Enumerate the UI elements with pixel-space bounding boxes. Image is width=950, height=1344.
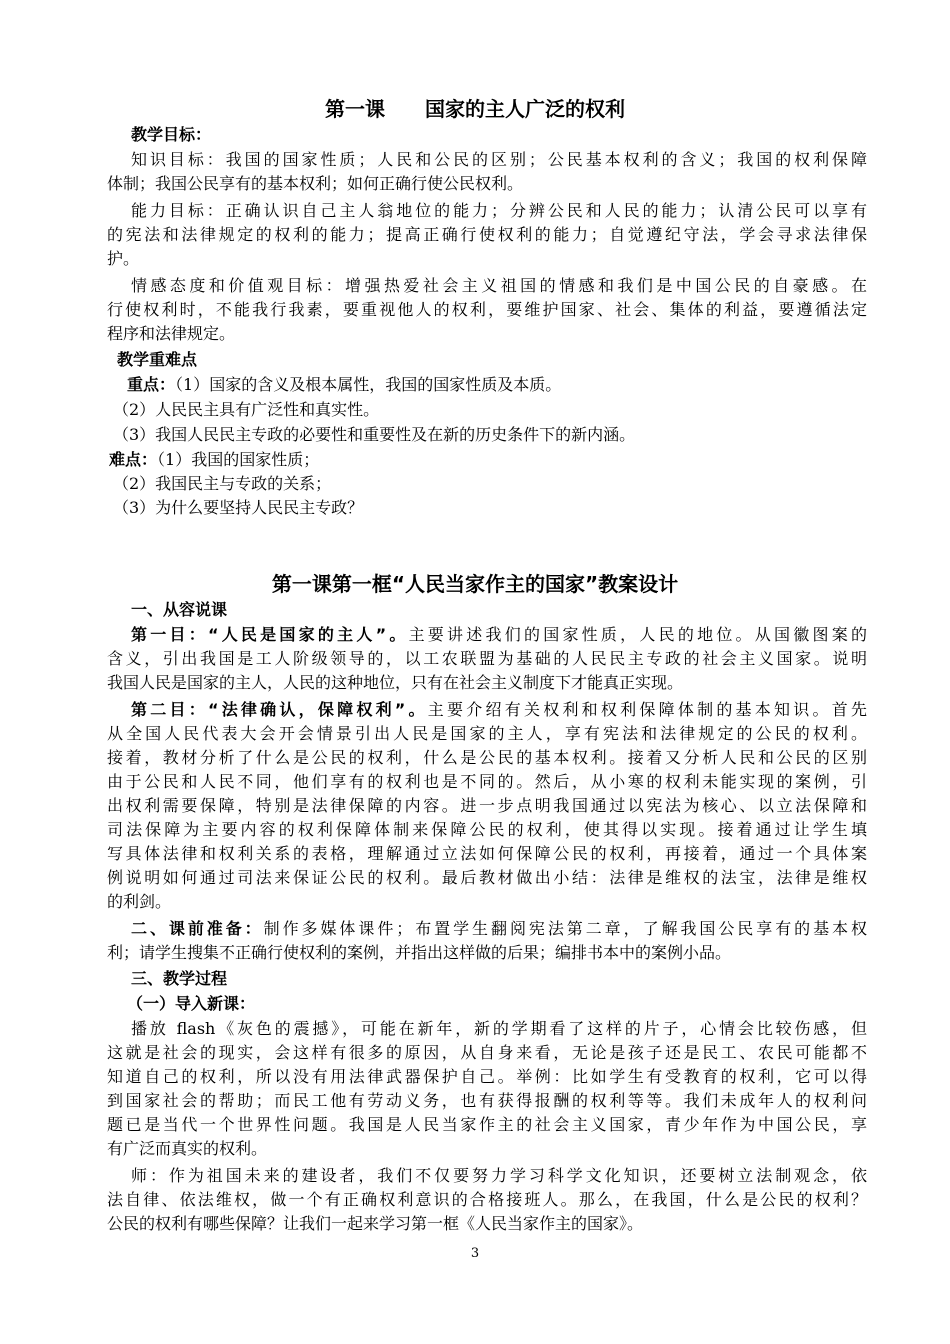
item-2-line: 出权利需要保障，特别是法律保障的内容。进一步点明我国通过以宪法为核心、以立法保障和 <box>107 796 867 815</box>
key-point-2: （2）人民民主具有广泛性和真实性。 <box>113 400 380 419</box>
item-1-line: 第一目：“人民是国家的主人”。主要讲述我们的国家性质，人民的地位。从国徽图案的 <box>131 625 867 644</box>
section-3-heading: 三、教学过程 <box>131 969 228 988</box>
difficulty-3: （3）为什么要坚持人民民主专政？ <box>113 498 364 517</box>
key-label: 重点： <box>127 375 176 394</box>
ability-objective-line: 护。 <box>107 249 140 268</box>
item-2-line: 的利剑。 <box>107 892 172 911</box>
emotion-objective-line: 行使权利时，不能我行我素，要重视他人的权利，要维护国家、社会、集体的利益，要遵循法定 <box>107 300 867 319</box>
emotion-objective-line: 程序和法律规定。 <box>107 324 236 343</box>
emotion-objective-line: 情感态度和价值观目标：增强热爱社会主义祖国的情感和我们是中国公民的自豪感。在 <box>131 276 867 295</box>
section-2-line: 二、课前准备：制作多媒体课件；布置学生翻阅宪法第二章，了解我国公民享有的基本权 <box>131 919 867 938</box>
teacher-line: 法自律、依法维权，做一个有正确权利意识的合格接班人。那么，在我国，什么是公民的权利？ <box>107 1190 867 1209</box>
objectives-heading: 教学目标： <box>131 125 212 144</box>
item-1-line: 我国人民是国家的主人，人民的这种地位，只有在社会主义制度下才能真正实现。 <box>107 673 684 692</box>
knowledge-objective-line: 体制；我国公民享有的基本权利；如何正确行使公民权利。 <box>107 174 524 193</box>
intro-line: 到国家社会的帮助；而民工他有劳动义务，也有获得报酬的权利等等。我们未成年人的权利问 <box>107 1091 867 1110</box>
difficulty-label: 难点： <box>109 450 158 469</box>
item-1-label: 第一目：“人民是国家的主人”。 <box>131 625 409 644</box>
difficulty-2: （2）我国民主与专政的关系； <box>113 474 332 493</box>
key-point-3: （3）我国人民民主专政的必要性和重要性及在新的历史条件下的新内涵。 <box>113 425 636 444</box>
item-2-line: 由于公民和人民不同，他们享有的权利也是不同的。然后，从小寒的权利未能实现的案例，引 <box>107 772 867 791</box>
difficulty-line <box>109 449 319 471</box>
key-point-line <box>127 374 561 396</box>
intro-line: 知道自己的权利，所以没有用法律武器保护自己。举例：比如学生有受教育的权利，它可以得 <box>107 1067 867 1086</box>
item-2-line: 司法保障为主要内容的权利保障体制来保障公民的权利，使其得以实现。接着通过让学生填 <box>107 820 867 839</box>
section-2-line: 利；请学生搜集不正确行使权利的案例，并指出这样做的后果；编排书本中的案例小品。 <box>107 943 732 962</box>
intro-line: 题已是当代一个世界性问题。我国是人民当家作主的社会主义国家，青少年作为中国公民，享 <box>107 1115 867 1134</box>
section-2-label: 二、课前准备： <box>131 919 264 938</box>
lesson-title: 第一课 国家的主人广泛的权利 <box>325 97 625 121</box>
teacher-line: 公民的权利有哪些保障？让我们一起来学习第一框《人民当家作主的国家》。 <box>107 1214 644 1233</box>
item-2-line: 从全国人民代表大会开会情景引出人民是国家的主人，享有宪法和法律规定的公民的权利。 <box>107 724 867 743</box>
item-2-line: 第二目：“法律确认，保障权利”。主要介绍有关权利和权利保障体制的基本知识。首先 <box>131 700 867 719</box>
intro-line: 播放 flash《灰色的震撼》，可能在新年，新的学期看了这样的片子，心情会比较伤感，但 <box>131 1019 867 1038</box>
item-2-label: 第二目：“法律确认，保障权利”。 <box>131 700 428 719</box>
intro-line: 这就是社会的现实，会这样有很多的原因，从自身来看，无论是孩子还是民工、农民可能都不 <box>107 1043 867 1062</box>
item-2-line: 例说明如何通过司法来保证公民的权利。最后教材做出小结：法律是维权的法宝，法律是维权 <box>107 868 867 887</box>
key-difficulty-heading: 教学重难点 <box>117 350 198 369</box>
intro-line: 有广泛而真实的权利。 <box>107 1139 268 1158</box>
item-1-line: 含义，引出我国是工人阶级领导的，以工农联盟为基础的人民民主专政的社会主义国家。说明 <box>107 649 867 668</box>
subsection-1-heading: （一）导入新课： <box>127 994 256 1013</box>
teacher-line: 师：作为祖国未来的建设者，我们不仅要努力学习科学文化知识，还要树立法制观念，依 <box>131 1166 867 1185</box>
page-number: 3 <box>470 1246 480 1261</box>
section-1-heading: 一、从容说课 <box>131 600 228 619</box>
ability-objective-line: 能力目标：正确认识自己主人翁地位的能力；分辨公民和人民的能力；认清公民可以享有 <box>131 201 867 220</box>
item-2-line: 写具体法律和权利关系的表格，理解通过立法如何保障公民的权利，再接着，通过一个具体案 <box>107 844 867 863</box>
difficulty-1: （1）我国的国家性质； <box>157 450 320 469</box>
key-point-1: （1）国家的含义及根本属性，我国的国家性质及本质。 <box>175 375 562 394</box>
item-2-line: 接着，教材分析了什么是公民的权利，什么是公民的基本权利。接着又分析人民和公民的区别 <box>107 748 867 767</box>
lesson-plan-title: 第一课第一框“人民当家作主的国家”教案设计 <box>271 572 679 596</box>
ability-objective-line: 的宪法和法律规定的权利的能力；提高正确行使权利的能力；自觉遵纪守法，学会寻求法律保 <box>107 225 867 244</box>
knowledge-objective-line: 知识目标：我国的国家性质；人民和公民的区别；公民基本权利的含义；我国的权利保障 <box>131 150 867 169</box>
